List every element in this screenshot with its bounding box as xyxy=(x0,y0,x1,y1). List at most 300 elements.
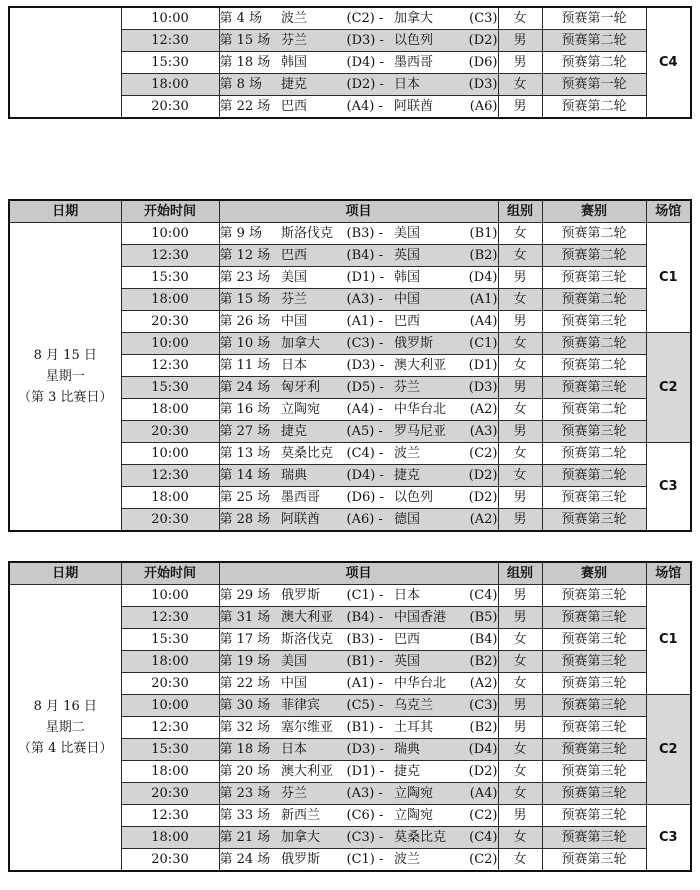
team1-code: (D4) - xyxy=(346,468,384,483)
date-cell xyxy=(9,223,121,532)
group-gender: 男 xyxy=(498,717,542,739)
team1-code: (C4) - xyxy=(346,446,384,461)
match-number: 第 27 场 xyxy=(219,424,271,439)
competition-day-text: （第 4 比赛日） xyxy=(17,741,113,756)
team1-name: 美国 xyxy=(281,270,308,285)
team2-name: 美国 xyxy=(394,226,421,241)
match-number: 第 32 场 xyxy=(219,720,271,735)
team1-code: (C3) - xyxy=(346,336,384,351)
start-time: 15:30 xyxy=(121,629,219,651)
match-number: 第 20 场 xyxy=(219,764,271,779)
team1-code: (A3) - xyxy=(346,786,383,801)
round: 预赛第三轮 xyxy=(542,311,646,333)
team2-name: 中国香港 xyxy=(394,610,447,625)
start-time: 15:30 xyxy=(121,267,219,289)
group-gender: 女 xyxy=(498,443,542,465)
round: 预赛第三轮 xyxy=(542,717,646,739)
team2-name: 日本 xyxy=(394,588,421,603)
group-gender: 女 xyxy=(498,849,542,872)
group-gender: 男 xyxy=(498,607,542,629)
match-number: 第 24 场 xyxy=(219,380,271,395)
team1-name: 捷克 xyxy=(281,77,308,92)
group-gender: 女 xyxy=(498,355,542,377)
start-time: 12:30 xyxy=(121,805,219,827)
start-time: 10:00 xyxy=(121,443,219,465)
group-gender: 男 xyxy=(498,52,542,74)
team2-name: 立陶宛 xyxy=(394,786,434,801)
start-time: 20:30 xyxy=(121,96,219,119)
group-gender: 女 xyxy=(498,739,542,761)
round: 预赛第一轮 xyxy=(542,74,646,96)
team1-name: 瑞典 xyxy=(281,468,308,483)
team2-code: (D3) xyxy=(468,77,498,92)
team2-name: 德国 xyxy=(394,512,421,527)
team2-code: (A2) xyxy=(469,676,498,691)
team1-name: 加拿大 xyxy=(281,336,321,351)
match-number: 第 25 场 xyxy=(219,490,271,505)
match-number: 第 29 场 xyxy=(219,588,271,603)
start-time: 18:00 xyxy=(121,487,219,509)
team1-code: (B3) - xyxy=(346,632,383,647)
group-gender: 男 xyxy=(498,377,542,399)
team2-name: 波兰 xyxy=(394,446,421,461)
team1-code: (D1) - xyxy=(346,270,384,285)
team1-name: 莫桑比克 xyxy=(281,446,334,461)
team1-code: (A6) - xyxy=(346,512,383,527)
table-row xyxy=(9,7,691,30)
round: 预赛第二轮 xyxy=(542,355,646,377)
table-row xyxy=(9,585,691,607)
match-number: 第 28 场 xyxy=(219,512,271,527)
round: 预赛第三轮 xyxy=(542,585,646,607)
weekday-text: 星期二 xyxy=(45,720,85,735)
team2-name: 英国 xyxy=(394,654,421,669)
match-project xyxy=(219,377,498,399)
match-project xyxy=(219,739,498,761)
match-project xyxy=(219,827,498,849)
match-number: 第 11 场 xyxy=(219,358,271,373)
match-project xyxy=(219,96,498,119)
match-project xyxy=(219,651,498,673)
group-gender: 女 xyxy=(498,673,542,695)
header-start-time: 开始时间 xyxy=(121,200,219,223)
match-number: 第 17 场 xyxy=(219,632,271,647)
match-number: 第 13 场 xyxy=(219,446,271,461)
team2-code: (C2) xyxy=(469,852,498,867)
match-number: 第 16 场 xyxy=(219,402,271,417)
match-number: 第 14 场 xyxy=(219,468,271,483)
header-date: 日期 xyxy=(9,562,121,585)
team2-name: 中华台北 xyxy=(394,676,447,691)
team2-code: (A1) xyxy=(469,292,498,307)
match-project xyxy=(219,585,498,607)
header-project: 项目 xyxy=(219,200,498,223)
match-number: 第 22 场 xyxy=(219,676,271,691)
team1-code: (D6) - xyxy=(346,490,384,505)
group-gender: 女 xyxy=(498,651,542,673)
team2-name: 俄罗斯 xyxy=(394,336,434,351)
match-project xyxy=(219,223,498,245)
team1-code: (A1) - xyxy=(346,314,383,329)
team2-code: (C2) xyxy=(469,808,498,823)
match-number: 第 12 场 xyxy=(219,248,271,263)
match-project xyxy=(219,289,498,311)
header-row xyxy=(9,200,691,223)
team1-code: (A3) - xyxy=(346,292,383,307)
match-project xyxy=(219,52,498,74)
team2-name: 巴西 xyxy=(394,314,421,329)
group-gender: 男 xyxy=(498,267,542,289)
header-venue: 场馆 xyxy=(646,200,691,223)
round: 预赛第三轮 xyxy=(542,783,646,805)
header-round: 赛别 xyxy=(542,200,646,223)
start-time: 20:30 xyxy=(121,421,219,443)
team1-name: 立陶宛 xyxy=(281,402,321,417)
team2-code: (A3) xyxy=(469,424,498,439)
team1-code: (D2) - xyxy=(346,77,384,92)
header-group: 组别 xyxy=(498,562,542,585)
match-project xyxy=(219,783,498,805)
match-project xyxy=(219,311,498,333)
team1-code: (C2) - xyxy=(346,11,384,26)
match-number: 第 21 场 xyxy=(219,830,271,845)
round: 预赛第三轮 xyxy=(542,827,646,849)
group-gender: 女 xyxy=(498,465,542,487)
round: 预赛第一轮 xyxy=(542,7,646,30)
round: 预赛第三轮 xyxy=(542,509,646,532)
competition-day-text: （第 3 比赛日） xyxy=(17,390,113,405)
round: 预赛第二轮 xyxy=(542,399,646,421)
team1-code: (D3) - xyxy=(346,742,384,757)
match-project xyxy=(219,607,498,629)
round: 预赛第三轮 xyxy=(542,761,646,783)
match-project xyxy=(219,355,498,377)
team1-name: 中国 xyxy=(281,676,308,691)
group-gender: 女 xyxy=(498,7,542,30)
team2-name: 捷克 xyxy=(394,468,421,483)
group-gender: 女 xyxy=(498,223,542,245)
weekday-text: 星期一 xyxy=(45,369,85,384)
round: 预赛第二轮 xyxy=(542,30,646,52)
group-gender: 男 xyxy=(498,487,542,509)
round: 预赛第二轮 xyxy=(542,289,646,311)
start-time: 18:00 xyxy=(121,289,219,311)
table-row xyxy=(9,223,691,245)
match-number: 第 18 场 xyxy=(219,742,271,757)
team1-name: 日本 xyxy=(281,358,308,373)
team1-name: 芬兰 xyxy=(281,292,308,307)
start-time: 20:30 xyxy=(121,509,219,532)
team1-name: 巴西 xyxy=(281,99,308,114)
team1-name: 波兰 xyxy=(281,11,308,26)
match-project xyxy=(219,717,498,739)
group-gender: 女 xyxy=(498,827,542,849)
team2-name: 阿联酋 xyxy=(394,99,434,114)
group-gender: 男 xyxy=(498,311,542,333)
team1-code: (C3) - xyxy=(346,830,384,845)
round: 预赛第三轮 xyxy=(542,267,646,289)
date-text: 8 月 15 日 xyxy=(33,348,97,363)
start-time: 10:00 xyxy=(121,223,219,245)
team2-code: (C4) xyxy=(469,588,498,603)
date-cell-empty xyxy=(9,7,121,118)
team1-name: 美国 xyxy=(281,654,308,669)
team1-code: (B4) - xyxy=(346,610,383,625)
team1-name: 芬兰 xyxy=(281,786,308,801)
schedule-table-aug16 xyxy=(8,561,692,872)
group-gender: 男 xyxy=(498,695,542,717)
start-time: 20:30 xyxy=(121,849,219,872)
round: 预赛第二轮 xyxy=(542,443,646,465)
team1-code: (D4) - xyxy=(346,55,384,70)
team1-name: 匈牙利 xyxy=(281,380,321,395)
team2-code: (B1) xyxy=(469,226,498,241)
team2-code: (D4) xyxy=(468,270,498,285)
match-number: 第 4 场 xyxy=(219,11,263,26)
match-number: 第 22 场 xyxy=(219,99,271,114)
group-gender: 女 xyxy=(498,629,542,651)
team1-name: 墨西哥 xyxy=(281,490,321,505)
match-project xyxy=(219,399,498,421)
team2-name: 立陶宛 xyxy=(394,808,434,823)
team2-code: (A2) xyxy=(469,402,498,417)
match-project xyxy=(219,805,498,827)
team2-code: (C4) xyxy=(469,830,498,845)
match-project xyxy=(219,267,498,289)
team2-code: (C1) xyxy=(469,336,498,351)
team1-name: 澳大利亚 xyxy=(281,764,334,779)
match-project xyxy=(219,673,498,695)
team2-code: (D4) xyxy=(468,742,498,757)
team1-code: (A4) - xyxy=(346,402,383,417)
team2-code: (C2) xyxy=(469,446,498,461)
round: 预赛第三轮 xyxy=(542,739,646,761)
round: 预赛第三轮 xyxy=(542,421,646,443)
match-number: 第 23 场 xyxy=(219,270,271,285)
team1-name: 韩国 xyxy=(281,55,308,70)
round: 预赛第二轮 xyxy=(542,333,646,355)
match-project xyxy=(219,30,498,52)
start-time: 15:30 xyxy=(121,739,219,761)
team1-name: 加拿大 xyxy=(281,830,321,845)
start-time: 18:00 xyxy=(121,74,219,96)
group-gender: 女 xyxy=(498,399,542,421)
team2-code: (D1) xyxy=(468,358,498,373)
team1-name: 巴西 xyxy=(281,248,308,263)
team1-name: 俄罗斯 xyxy=(281,852,321,867)
date-text: 8 月 16 日 xyxy=(33,699,97,714)
team1-name: 澳大利亚 xyxy=(281,610,334,625)
team1-name: 中国 xyxy=(281,314,308,329)
team2-code: (D3) xyxy=(468,380,498,395)
header-round: 赛别 xyxy=(542,562,646,585)
team1-code: (D1) - xyxy=(346,764,384,779)
round: 预赛第三轮 xyxy=(542,805,646,827)
start-time: 15:30 xyxy=(121,377,219,399)
venue-cell: C3 xyxy=(646,443,691,532)
venue-cell: C1 xyxy=(646,223,691,333)
round: 预赛第三轮 xyxy=(542,377,646,399)
start-time: 10:00 xyxy=(121,695,219,717)
start-time: 10:00 xyxy=(121,333,219,355)
venue-cell: C1 xyxy=(646,585,691,695)
team2-name: 乌克兰 xyxy=(394,698,434,713)
header-date: 日期 xyxy=(9,200,121,223)
start-time: 20:30 xyxy=(121,673,219,695)
round: 预赛第三轮 xyxy=(542,487,646,509)
team2-name: 以色列 xyxy=(394,490,434,505)
round: 预赛第二轮 xyxy=(542,465,646,487)
round: 预赛第二轮 xyxy=(542,52,646,74)
team2-code: (D2) xyxy=(468,764,498,779)
schedule-table-aug15 xyxy=(8,199,692,532)
team2-name: 韩国 xyxy=(394,270,421,285)
team1-name: 芬兰 xyxy=(281,33,308,48)
group-gender: 男 xyxy=(498,509,542,532)
start-time: 12:30 xyxy=(121,245,219,267)
start-time: 10:00 xyxy=(121,585,219,607)
team2-name: 英国 xyxy=(394,248,421,263)
match-project xyxy=(219,421,498,443)
team2-code: (B5) xyxy=(469,610,498,625)
team2-name: 中国 xyxy=(394,292,421,307)
team2-name: 日本 xyxy=(394,77,421,92)
team2-code: (A4) xyxy=(469,314,498,329)
match-project xyxy=(219,443,498,465)
start-time: 12:30 xyxy=(121,465,219,487)
team1-name: 新西兰 xyxy=(281,808,321,823)
team2-name: 莫桑比克 xyxy=(394,830,447,845)
match-project xyxy=(219,849,498,872)
team1-code: (D3) - xyxy=(346,33,384,48)
round: 预赛第三轮 xyxy=(542,695,646,717)
start-time: 18:00 xyxy=(121,827,219,849)
group-gender: 女 xyxy=(498,783,542,805)
match-project xyxy=(219,509,498,532)
start-time: 20:30 xyxy=(121,783,219,805)
team1-name: 菲律宾 xyxy=(281,698,321,713)
team1-name: 捷克 xyxy=(281,424,308,439)
match-number: 第 26 场 xyxy=(219,314,271,329)
match-project xyxy=(219,333,498,355)
team1-code: (D3) - xyxy=(346,358,384,373)
match-project xyxy=(219,7,498,30)
match-project xyxy=(219,695,498,717)
team2-code: (A6) xyxy=(469,99,498,114)
date-cell xyxy=(9,585,121,872)
team1-name: 阿联酋 xyxy=(281,512,321,527)
match-number: 第 19 场 xyxy=(219,654,271,669)
team2-code: (D2) xyxy=(468,490,498,505)
start-time: 15:30 xyxy=(121,52,219,74)
match-number: 第 18 场 xyxy=(219,55,271,70)
start-time: 18:00 xyxy=(121,651,219,673)
schedule-table-continued xyxy=(8,6,692,119)
team2-code: (C3) xyxy=(469,11,498,26)
match-project xyxy=(219,629,498,651)
group-gender: 男 xyxy=(498,30,542,52)
team2-name: 加拿大 xyxy=(394,11,434,26)
round: 预赛第三轮 xyxy=(542,673,646,695)
team1-code: (C6) - xyxy=(346,808,384,823)
team2-name: 巴西 xyxy=(394,632,421,647)
start-time: 12:30 xyxy=(121,717,219,739)
match-project xyxy=(219,465,498,487)
team2-name: 中华台北 xyxy=(394,402,447,417)
team2-code: (C3) xyxy=(469,698,498,713)
team1-code: (A4) - xyxy=(346,99,383,114)
match-number: 第 10 场 xyxy=(219,336,271,351)
group-gender: 男 xyxy=(498,585,542,607)
start-time: 18:00 xyxy=(121,399,219,421)
match-project xyxy=(219,74,498,96)
venue-cell: C4 xyxy=(646,7,691,118)
team1-code: (B3) - xyxy=(346,226,383,241)
team1-code: (A1) - xyxy=(346,676,383,691)
team1-name: 斯洛伐克 xyxy=(281,226,334,241)
start-time: 12:30 xyxy=(121,355,219,377)
team1-name: 塞尔维亚 xyxy=(281,720,334,735)
match-number: 第 15 场 xyxy=(219,33,271,48)
group-gender: 女 xyxy=(498,333,542,355)
round: 预赛第二轮 xyxy=(542,96,646,119)
team1-name: 日本 xyxy=(281,742,308,757)
team1-code: (C1) - xyxy=(346,588,384,603)
group-gender: 女 xyxy=(498,245,542,267)
match-project xyxy=(219,245,498,267)
team2-code: (B2) xyxy=(469,720,498,735)
team2-code: (B4) xyxy=(469,632,498,647)
start-time: 18:00 xyxy=(121,761,219,783)
group-gender: 女 xyxy=(498,74,542,96)
group-gender: 男 xyxy=(498,421,542,443)
start-time: 12:30 xyxy=(121,30,219,52)
team2-name: 波兰 xyxy=(394,852,421,867)
start-time: 20:30 xyxy=(121,311,219,333)
match-number: 第 33 场 xyxy=(219,808,271,823)
header-group: 组别 xyxy=(498,200,542,223)
team1-name: 俄罗斯 xyxy=(281,588,321,603)
team2-code: (D2) xyxy=(468,468,498,483)
match-number: 第 23 场 xyxy=(219,786,271,801)
team2-name: 以色列 xyxy=(394,33,434,48)
team1-code: (C5) - xyxy=(346,698,384,713)
team2-name: 土耳其 xyxy=(394,720,434,735)
team2-name: 墨西哥 xyxy=(394,55,434,70)
team2-code: (B2) xyxy=(469,248,498,263)
match-number: 第 8 场 xyxy=(219,77,263,92)
team1-code: (B4) - xyxy=(346,248,383,263)
start-time: 10:00 xyxy=(121,7,219,30)
match-number: 第 24 场 xyxy=(219,852,271,867)
team1-code: (B1) - xyxy=(346,654,383,669)
match-number: 第 9 场 xyxy=(219,226,263,241)
team2-code: (A2) xyxy=(469,512,498,527)
team1-code: (C1) - xyxy=(346,852,384,867)
header-venue: 场馆 xyxy=(646,562,691,585)
group-gender: 女 xyxy=(498,761,542,783)
venue-cell: C2 xyxy=(646,333,691,443)
team2-name: 瑞典 xyxy=(394,742,421,757)
venue-cell: C2 xyxy=(646,695,691,805)
team2-code: (D2) xyxy=(468,33,498,48)
round: 预赛第二轮 xyxy=(542,245,646,267)
match-project xyxy=(219,761,498,783)
header-row xyxy=(9,562,691,585)
group-gender: 男 xyxy=(498,96,542,119)
team2-code: (A4) xyxy=(469,786,498,801)
team2-name: 澳大利亚 xyxy=(394,358,447,373)
